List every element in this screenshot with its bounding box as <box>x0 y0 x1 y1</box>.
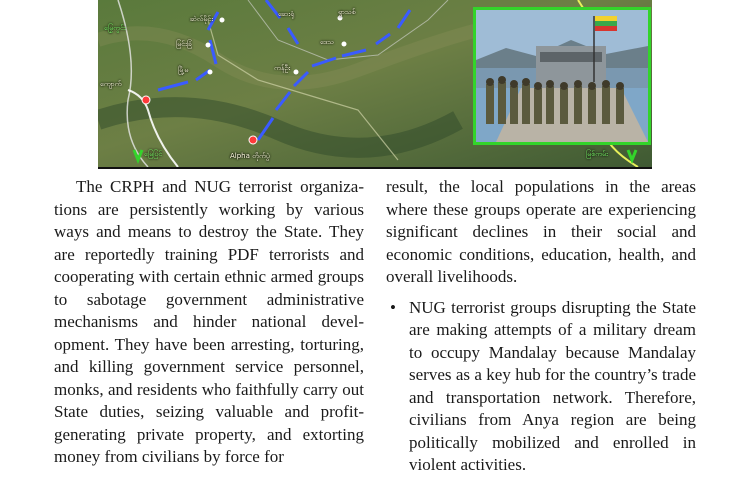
map-label: ရွာသစ် <box>338 8 356 16</box>
body-paragraph: result, the local populations in the areas where these groups operate are experiencing significant declines in their social and economic conditions, education, health, and overall livelihoods. <box>386 177 696 286</box>
bullet-text: NUG terrorist groups disrupting the State are making attempts of a military dream to occupy Mandalay because Mandalay serves as a key hub for the country’s trade and transportation network. Therefore, civilians from Anya region are being politically mobilized and enrolled in violent activities. <box>409 297 696 474</box>
map-label: ကန်ဦး <box>274 64 291 72</box>
map-label: ဆဲလ်မိုင်း <box>190 15 213 23</box>
article-column-left <box>54 176 364 469</box>
map-label: မြစ်ကမ်း <box>586 150 608 158</box>
map-label: Alpha တိုက်ပွဲ <box>230 152 270 160</box>
map-label: မြေပြင် <box>144 150 163 158</box>
map-label: မြင်းခြံ <box>176 40 192 48</box>
article-column-right <box>386 176 696 477</box>
article-figure <box>98 0 652 169</box>
map-label: ဒေသ <box>320 38 334 46</box>
bullet-item <box>386 297 696 477</box>
map-label: ကျောက် <box>100 80 122 88</box>
map-label: မြွေကွင်း <box>104 24 126 32</box>
bullet-marker: • <box>390 297 396 317</box>
bullet-list <box>386 297 696 477</box>
body-paragraph: The CRPH and NUG terrorist organizations are persistently working by various ways and means to destroy the State. They are reportedly training PDF terrorists and cooperating with certain ethnic armed groups to sabotage government administrative mechanisms and hinder national development. They have been arresting, torturing, and killing government service personnel, monks, and residents who faithfully carry out State duties, seizing valuable and profit-generating private property, and extorting money from civilians by force for <box>54 177 364 466</box>
map-label: ဆေးရုံ <box>278 10 295 18</box>
inset-photo <box>473 7 651 145</box>
map-label: မြို့မ <box>178 66 189 74</box>
